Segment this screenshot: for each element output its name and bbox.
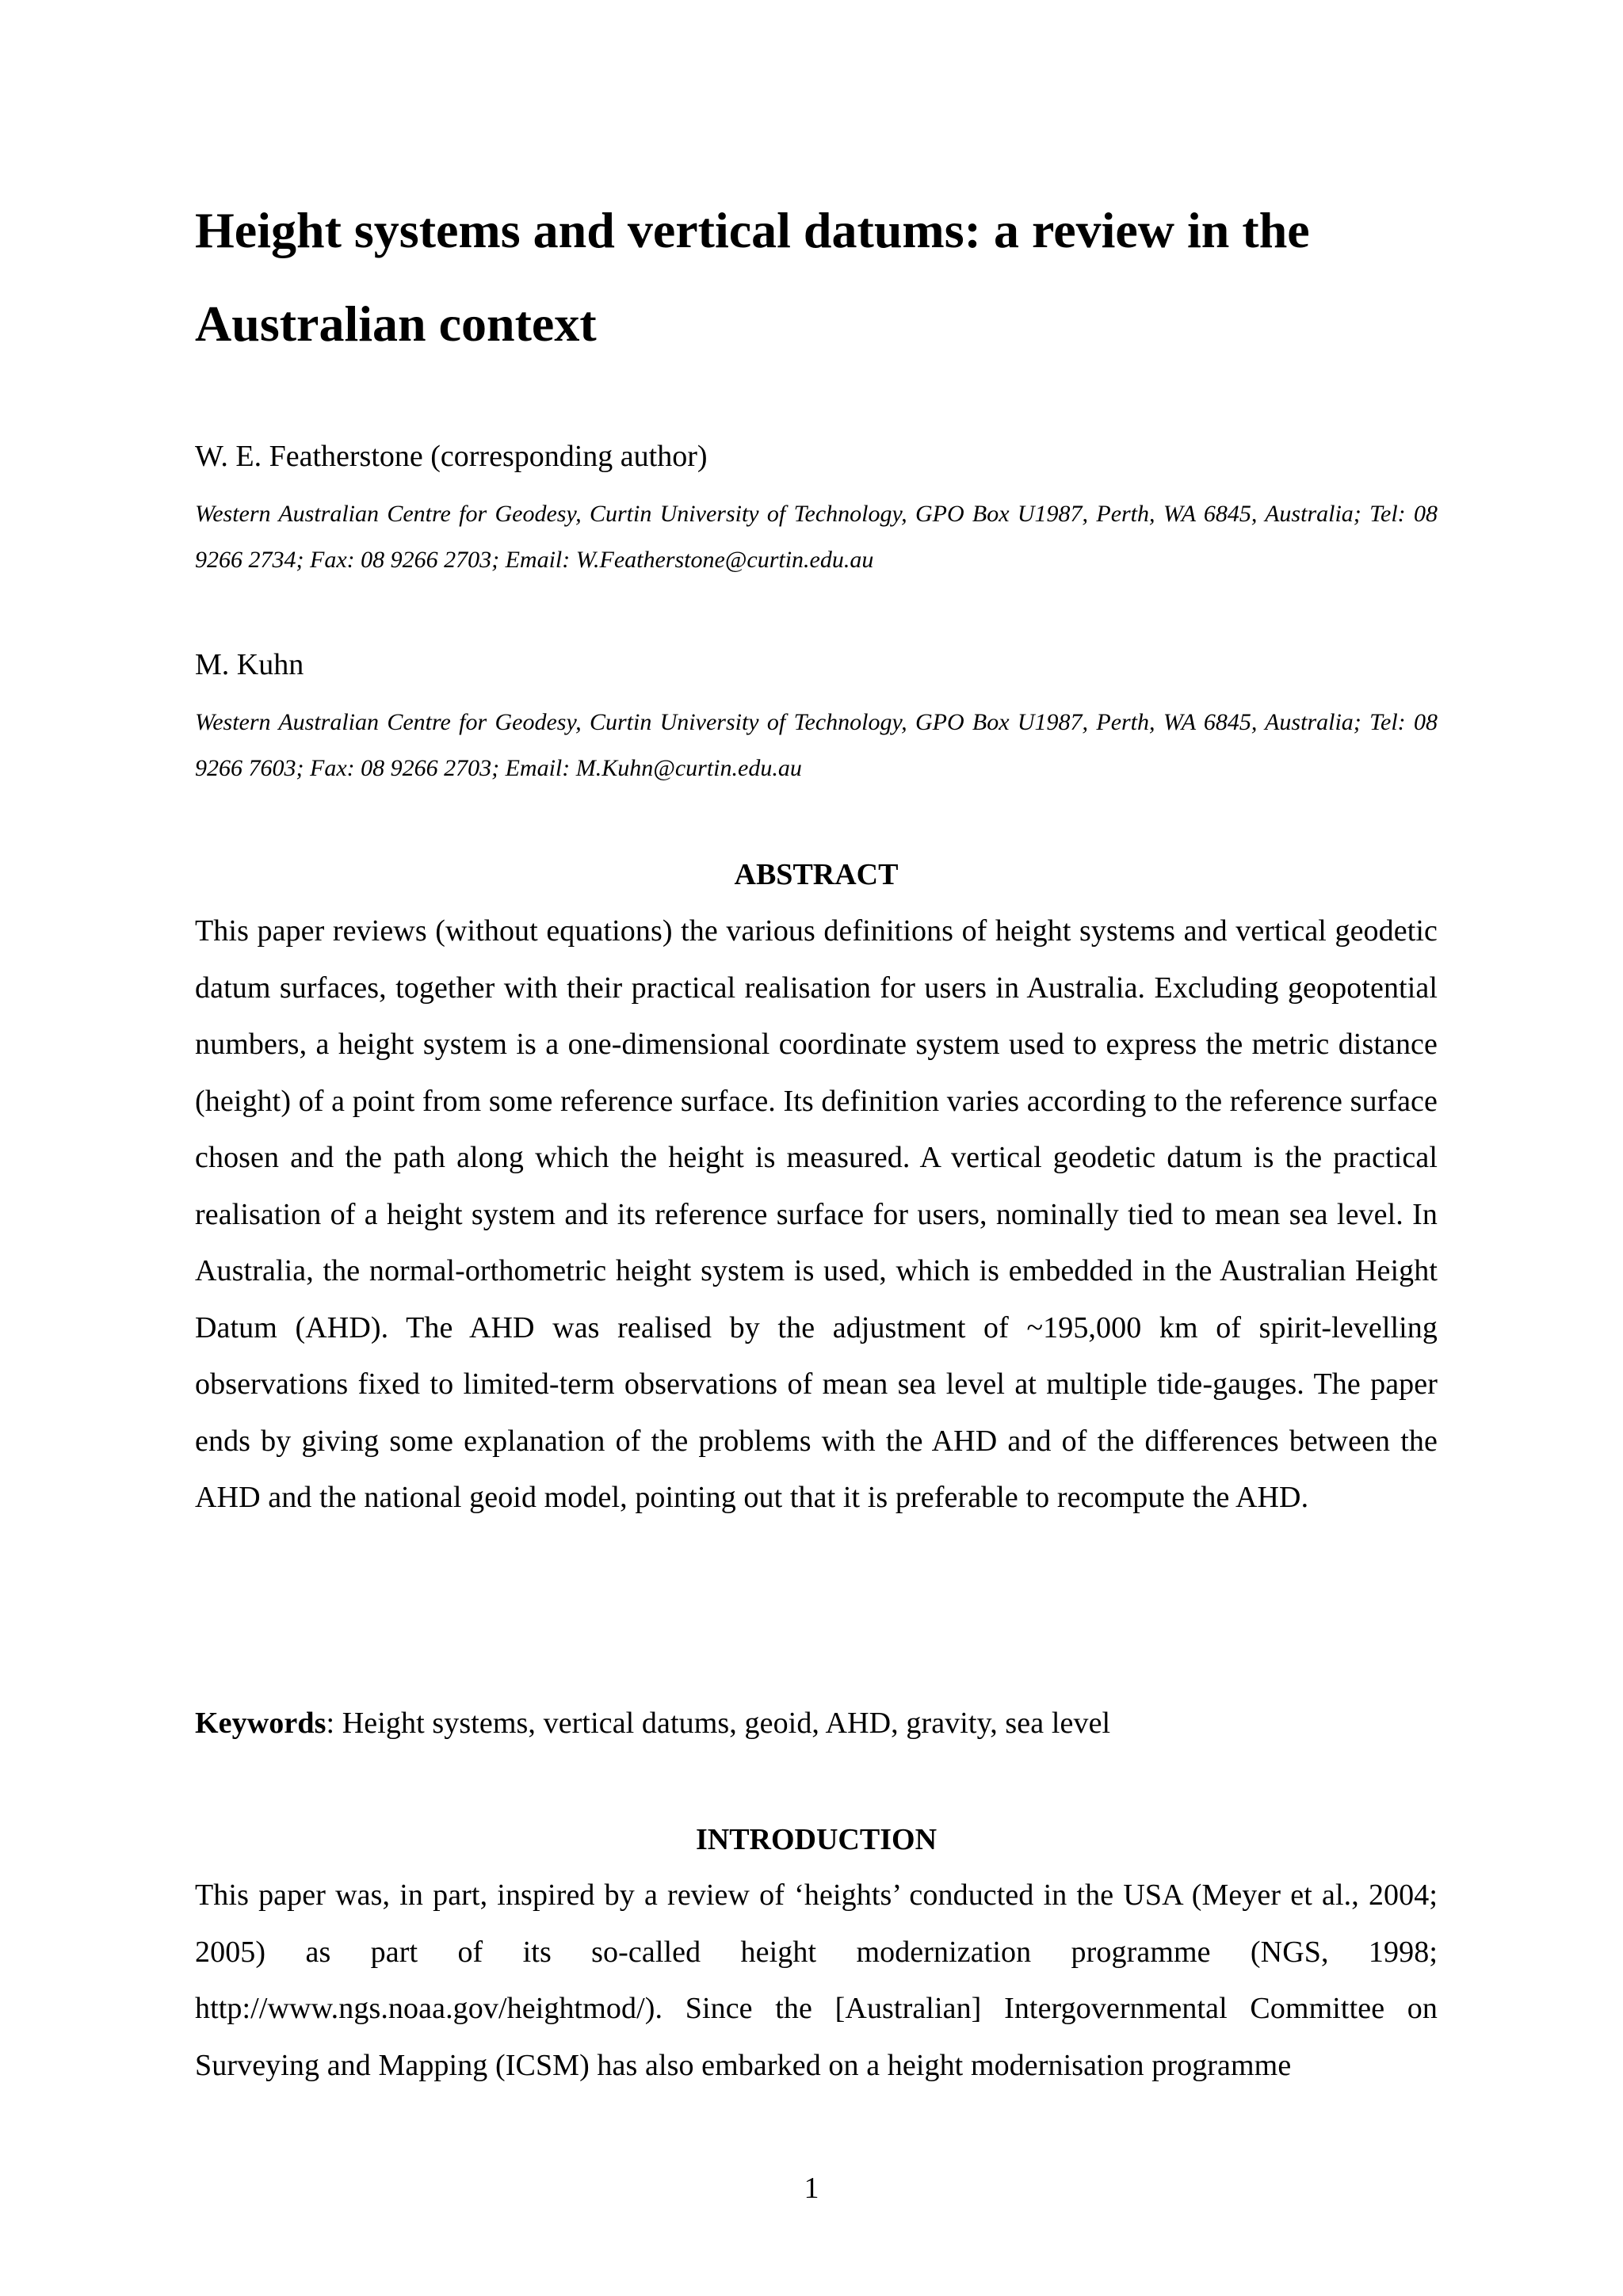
keywords-text: Height systems, vertical datums, geoid, AHD, gravity, sea level xyxy=(342,1707,1111,1740)
abstract-heading: ABSTRACT xyxy=(734,858,899,891)
keywords-label: Keywords xyxy=(195,1707,327,1740)
introduction-heading: INTRODUCTION xyxy=(695,1823,938,1856)
author-affiliation-featherstone: Western Australian Centre for Geodesy, Curtin University of Technology, GPO Box U1987, Perth, WA 6845, Australia; Tel: 08 9266 2734; Fax: 08 9266 2703; Email: W.Featherstone@curtin.edu.au xyxy=(195,501,1438,573)
paper-title: Height systems and vertical datums: a review in the Australian context xyxy=(195,202,1310,352)
introduction-text: This paper was, in part, inspired by a review of ‘heights’ conducted in the USA (Meyer et al., 2004; 2005) as part of its so-called height modernization programme (NGS, 1998; http://www.ngs.noaa.gov/heightmod/). Since the [Australian] Intergovernmental Committee on Surveying and Mapping (ICSM) has also embarked on a height modernisation programme xyxy=(195,1878,1438,2082)
author-affiliation-kuhn: Western Australian Centre for Geodesy, Curtin University of Technology, GPO Box U1987, Perth, WA 6845, Australia; Tel: 08 9266 7603; Fax: 08 9266 2703; Email: M.Kuhn@curtin.edu.au xyxy=(195,709,1438,781)
abstract-text: This paper reviews (without equations) the various definitions of height systems and vertical geodetic datum surfaces, together with their practical realisation for users in Australia. Excluding geopotential numbers, a height system is a one-dimensional coordinate system used to express the metric distance (height) of a point from some reference surface. Its definition varies according to the reference surface chosen and the path along which the height is measured. A vertical geodetic datum is the practical realisation of a height system and its reference surface for users, nominally tied to mean sea level. In Australia, the normal-orthometric height system is used, which is embedded in the Australian Height Datum (AHD). The AHD was realised by the adjustment of ~195,000 km of spirit-levelling observations fixed to limited-term observations of mean sea level at multiple tide-gauges. The paper ends by giving some explanation of the problems with the AHD and of the differences between the AHD and the national geoid model, pointing out that it is preferable to recompute the AHD. xyxy=(195,914,1438,1514)
keywords-separator: : xyxy=(326,1707,342,1740)
page-number: 1 xyxy=(804,2172,819,2205)
keywords-line xyxy=(195,1695,1438,1753)
author-name-kuhn: M. Kuhn xyxy=(195,648,304,681)
author-name-featherstone: W. E. Featherstone (corresponding author) xyxy=(195,440,708,473)
